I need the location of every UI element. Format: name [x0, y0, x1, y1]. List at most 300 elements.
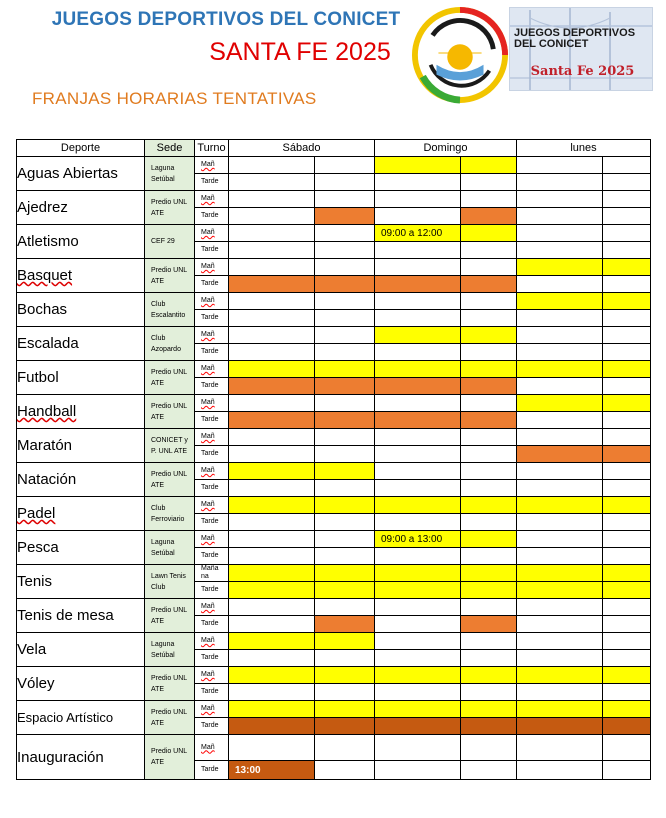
page-subtitle: SANTA FE 2025	[209, 38, 391, 66]
time-slot	[603, 718, 651, 735]
shift-morning: Mañ	[195, 667, 229, 684]
time-slot	[517, 361, 603, 378]
time-slot	[603, 327, 651, 344]
shift-afternoon: Tarde	[195, 548, 229, 565]
sport-name	[17, 191, 145, 225]
sport-name	[17, 361, 145, 395]
time-slot	[315, 735, 375, 761]
logo2-line3: Santa Fe 2025	[530, 64, 635, 79]
sport-label: Padel	[17, 505, 56, 522]
time-slot	[603, 650, 651, 667]
sport-label: Ajedrez	[17, 199, 68, 216]
time-slot	[517, 497, 603, 514]
time-slot	[375, 174, 461, 191]
page-title: JUEGOS DEPORTIVOS DEL CONICET	[51, 9, 401, 30]
time-slot	[461, 310, 517, 327]
table-row	[17, 361, 651, 378]
time-slot	[375, 208, 461, 225]
time-slot	[229, 582, 315, 599]
time-slot	[517, 718, 603, 735]
time-slot	[315, 548, 375, 565]
shift-morning: Mañ	[195, 599, 229, 616]
time-slot	[461, 565, 517, 582]
venue: Laguna Setúbal	[145, 531, 195, 565]
header-deporte: Deporte	[17, 140, 145, 157]
schedule-body	[17, 157, 651, 780]
venue: Predio UNL ATE	[145, 667, 195, 701]
time-slot	[461, 276, 517, 293]
venue: Lawn Tenis Club	[145, 565, 195, 599]
sport-label: Futbol	[17, 369, 59, 386]
table-row	[17, 633, 651, 650]
time-slot	[517, 378, 603, 395]
table-row	[17, 259, 651, 276]
sport-label: Espacio Artístico	[17, 710, 114, 725]
time-slot	[229, 548, 315, 565]
shift-afternoon: Tarde	[195, 582, 229, 599]
header-row	[17, 140, 651, 157]
time-slot	[375, 514, 461, 531]
time-slot	[603, 412, 651, 429]
time-slot	[603, 310, 651, 327]
shift-afternoon: Tarde	[195, 514, 229, 531]
time-slot	[461, 327, 517, 344]
time-slot	[375, 429, 461, 446]
time-slot	[229, 650, 315, 667]
time-slot	[603, 616, 651, 633]
sport-name	[17, 225, 145, 259]
time-slot	[229, 276, 315, 293]
shift-afternoon: Tarde	[195, 276, 229, 293]
shift-morning: Mañ	[195, 633, 229, 650]
shift-afternoon: Tarde	[195, 208, 229, 225]
time-slot	[315, 446, 375, 463]
time-slot	[315, 684, 375, 701]
time-slot	[315, 531, 375, 548]
time-slot	[229, 208, 315, 225]
time-slot	[461, 412, 517, 429]
shift-afternoon: Tarde	[195, 446, 229, 463]
time-label: 13:00	[235, 764, 261, 776]
time-slot	[315, 701, 375, 718]
time-slot	[229, 378, 315, 395]
shift-morning: Mañ	[195, 463, 229, 480]
time-slot	[375, 701, 461, 718]
time-slot	[461, 429, 517, 446]
time-slot	[517, 242, 603, 259]
table-row	[17, 191, 651, 208]
sport-label: Vela	[17, 641, 47, 658]
time-slot	[315, 480, 375, 497]
time-slot	[603, 242, 651, 259]
time-slot	[603, 259, 651, 276]
time-slot	[315, 667, 375, 684]
shift-morning: Mañ	[195, 531, 229, 548]
time-slot	[517, 344, 603, 361]
sport-name	[17, 259, 145, 293]
time-slot	[517, 761, 603, 780]
time-slot	[229, 174, 315, 191]
time-slot	[603, 276, 651, 293]
header-turno: Turno	[195, 140, 229, 157]
time-slot	[315, 395, 375, 412]
time-slot	[315, 361, 375, 378]
shift-morning: Mañ	[195, 259, 229, 276]
table-row	[17, 667, 651, 684]
shift-morning: Mañ	[195, 497, 229, 514]
time-slot	[315, 650, 375, 667]
time-slot	[603, 208, 651, 225]
venue: Predio UNL ATE	[145, 191, 195, 225]
time-slot	[229, 616, 315, 633]
venue: Predio UNL ATE	[145, 395, 195, 429]
shift-afternoon: Tarde	[195, 412, 229, 429]
time-slot	[375, 463, 461, 480]
games-logo	[411, 6, 509, 104]
venue: Predio UNL ATE	[145, 463, 195, 497]
time-slot	[315, 293, 375, 310]
time-slot	[375, 344, 461, 361]
time-slot	[517, 327, 603, 344]
time-slot	[229, 293, 315, 310]
time-slot	[375, 650, 461, 667]
time-slot	[229, 395, 315, 412]
time-slot	[517, 276, 603, 293]
shift-morning: Mañ	[195, 429, 229, 446]
table-row	[17, 157, 651, 174]
time-slot	[375, 565, 461, 582]
table-row	[17, 395, 651, 412]
time-slot	[603, 191, 651, 208]
time-slot	[229, 344, 315, 361]
time-slot	[517, 735, 603, 761]
time-slot	[461, 497, 517, 514]
time-slot	[603, 157, 651, 174]
header-domingo: Domingo	[375, 140, 517, 157]
time-slot	[517, 412, 603, 429]
time-slot	[315, 344, 375, 361]
time-slot	[229, 480, 315, 497]
time-slot	[461, 701, 517, 718]
time-slot	[603, 684, 651, 701]
time-slot	[517, 667, 603, 684]
sport-name	[17, 463, 145, 497]
sport-name	[17, 157, 145, 191]
time-slot	[315, 242, 375, 259]
time-slot	[461, 242, 517, 259]
time-slot	[603, 531, 651, 548]
time-slot	[315, 310, 375, 327]
time-slot	[375, 684, 461, 701]
sport-name	[17, 565, 145, 599]
time-slot	[461, 293, 517, 310]
logo2-text	[514, 28, 644, 50]
time-slot	[603, 361, 651, 378]
venue: CEF 29	[145, 225, 195, 259]
time-slot	[375, 412, 461, 429]
time-slot	[603, 446, 651, 463]
time-slot	[517, 599, 603, 616]
table-row	[17, 701, 651, 718]
shift-morning: Mañ	[195, 361, 229, 378]
table-row	[17, 327, 651, 344]
time-slot	[603, 378, 651, 395]
table-row	[17, 735, 651, 761]
table-row	[17, 463, 651, 480]
venue: Predio UNL ATE	[145, 259, 195, 293]
time-slot	[315, 276, 375, 293]
table-row	[17, 531, 651, 548]
time-slot	[603, 514, 651, 531]
time-slot	[603, 565, 651, 582]
sport-label: Tenis	[17, 573, 53, 590]
time-slot	[461, 174, 517, 191]
time-label: 09:00 a 12:00	[381, 227, 443, 239]
venue: Predio UNL ATE	[145, 599, 195, 633]
shift-afternoon: Tarde	[195, 378, 229, 395]
time-slot	[375, 259, 461, 276]
time-slot	[517, 548, 603, 565]
time-slot	[517, 650, 603, 667]
time-slot	[229, 531, 315, 548]
sport-name	[17, 701, 145, 735]
venue: Predio UNL ATE	[145, 735, 195, 780]
time-slot	[375, 667, 461, 684]
time-slot	[461, 650, 517, 667]
sport-label: Escalada	[17, 335, 79, 352]
header-sede: Sede	[145, 140, 195, 157]
sport-name	[17, 327, 145, 361]
time-slot	[461, 208, 517, 225]
time-slot	[229, 327, 315, 344]
time-slot	[315, 761, 375, 780]
venue: Predio UNL ATE	[145, 361, 195, 395]
time-slot	[229, 242, 315, 259]
sport-label: Inauguración	[17, 748, 104, 766]
time-slot	[375, 157, 461, 174]
time-slot	[517, 480, 603, 497]
time-slot	[315, 497, 375, 514]
time-slot	[229, 463, 315, 480]
time-slot	[461, 361, 517, 378]
time-slot	[603, 463, 651, 480]
venue: CONICET y P. UNL ATE	[145, 429, 195, 463]
sport-name	[17, 633, 145, 667]
time-slot	[603, 497, 651, 514]
time-slot	[315, 174, 375, 191]
table-row	[17, 293, 651, 310]
time-slot	[375, 293, 461, 310]
sport-name	[17, 429, 145, 463]
time-slot	[375, 599, 461, 616]
time-slot	[315, 616, 375, 633]
time-slot	[315, 378, 375, 395]
time-slot	[461, 684, 517, 701]
time-slot	[517, 582, 603, 599]
shift-afternoon: Tarde	[195, 310, 229, 327]
time-slot	[375, 191, 461, 208]
time-slot	[517, 429, 603, 446]
time-slot	[315, 599, 375, 616]
time-slot	[603, 480, 651, 497]
sport-label: Atletismo	[17, 233, 79, 250]
time-slot	[461, 463, 517, 480]
time-slot	[229, 446, 315, 463]
time-slot	[375, 735, 461, 761]
sport-name	[17, 293, 145, 327]
time-slot	[461, 548, 517, 565]
header-lunes: lunes	[517, 140, 651, 157]
shift-afternoon: Tarde	[195, 344, 229, 361]
table-row	[17, 565, 651, 582]
time-slot	[375, 276, 461, 293]
time-slot	[461, 344, 517, 361]
time-slot	[517, 616, 603, 633]
time-slot	[603, 225, 651, 242]
time-slot	[375, 548, 461, 565]
time-slot	[517, 225, 603, 242]
header-sabado: Sábado	[229, 140, 375, 157]
time-slot	[603, 548, 651, 565]
time-slot	[375, 718, 461, 735]
time-slot	[375, 378, 461, 395]
time-slot	[315, 327, 375, 344]
time-slot	[461, 718, 517, 735]
time-slot	[461, 157, 517, 174]
shift-morning: Mañ	[195, 191, 229, 208]
shift-morning: Mañ	[195, 735, 229, 761]
time-slot	[517, 514, 603, 531]
time-slot	[229, 565, 315, 582]
time-slot	[315, 718, 375, 735]
venue: Club Escalantito	[145, 293, 195, 327]
time-slot	[375, 225, 461, 242]
time-slot	[229, 259, 315, 276]
time-slot	[229, 701, 315, 718]
time-slot	[229, 429, 315, 446]
time-slot	[229, 191, 315, 208]
table-row	[17, 429, 651, 446]
time-slot	[603, 599, 651, 616]
time-slot	[315, 463, 375, 480]
time-slot	[315, 225, 375, 242]
time-slot	[229, 718, 315, 735]
shift-morning: Mañ	[195, 225, 229, 242]
time-slot	[603, 735, 651, 761]
sport-label: Aguas Abiertas	[17, 165, 118, 182]
time-slot	[315, 582, 375, 599]
time-slot	[461, 667, 517, 684]
time-slot	[461, 514, 517, 531]
schedule-table	[16, 139, 651, 780]
time-slot	[229, 497, 315, 514]
time-slot	[517, 208, 603, 225]
time-slot	[461, 599, 517, 616]
time-slot	[375, 480, 461, 497]
time-slot	[461, 191, 517, 208]
time-slot	[517, 565, 603, 582]
time-slot	[229, 361, 315, 378]
time-slot	[517, 259, 603, 276]
time-slot	[603, 174, 651, 191]
shift-afternoon: Tarde	[195, 242, 229, 259]
time-slot	[375, 616, 461, 633]
shift-afternoon: Tarde	[195, 684, 229, 701]
sport-name	[17, 667, 145, 701]
time-slot	[603, 344, 651, 361]
time-slot	[375, 310, 461, 327]
shift-morning: Mañ	[195, 701, 229, 718]
shift-morning: Mañ	[195, 395, 229, 412]
time-slot	[229, 310, 315, 327]
time-slot	[375, 242, 461, 259]
time-slot	[229, 684, 315, 701]
time-slot	[603, 667, 651, 684]
time-slot	[517, 633, 603, 650]
time-slot	[229, 735, 315, 761]
venue: Laguna Setúbal	[145, 157, 195, 191]
time-slot	[229, 157, 315, 174]
santa-fe-logo	[509, 7, 653, 91]
time-slot	[461, 582, 517, 599]
time-slot	[461, 531, 517, 548]
time-slot	[603, 633, 651, 650]
time-slot	[461, 378, 517, 395]
sport-name	[17, 531, 145, 565]
time-slot	[375, 761, 461, 780]
shift-morning: Mañ	[195, 157, 229, 174]
time-slot	[315, 633, 375, 650]
sport-label: Pesca	[17, 539, 59, 556]
table-row	[17, 225, 651, 242]
time-slot	[461, 259, 517, 276]
time-slot	[517, 191, 603, 208]
time-slot	[229, 667, 315, 684]
time-slot	[517, 463, 603, 480]
time-slot	[375, 497, 461, 514]
time-slot	[315, 208, 375, 225]
time-slot	[603, 582, 651, 599]
time-slot	[375, 395, 461, 412]
time-slot	[375, 633, 461, 650]
sport-name	[17, 599, 145, 633]
shift-afternoon: Tarde	[195, 174, 229, 191]
time-slot	[375, 361, 461, 378]
time-slot	[517, 684, 603, 701]
shift-afternoon: Tarde	[195, 616, 229, 633]
time-slot	[315, 565, 375, 582]
time-slot	[315, 412, 375, 429]
shift-afternoon: Tarde	[195, 480, 229, 497]
sport-label: Tenis de mesa	[17, 607, 114, 624]
time-slot	[603, 701, 651, 718]
time-slot	[603, 429, 651, 446]
time-slot	[461, 616, 517, 633]
sport-name	[17, 395, 145, 429]
time-slot	[461, 633, 517, 650]
time-slot	[603, 761, 651, 780]
time-slot	[603, 395, 651, 412]
time-slot	[229, 633, 315, 650]
shift-morning: Mañ	[195, 327, 229, 344]
time-slot	[517, 446, 603, 463]
time-slot	[229, 225, 315, 242]
logo2-line2: DEL CONICET	[514, 38, 589, 50]
venue: Predio UNL ATE	[145, 701, 195, 735]
venue: Laguna Setúbal	[145, 633, 195, 667]
sport-label: Handball	[17, 403, 77, 420]
time-label: 09:00 a 13:00	[381, 533, 443, 545]
